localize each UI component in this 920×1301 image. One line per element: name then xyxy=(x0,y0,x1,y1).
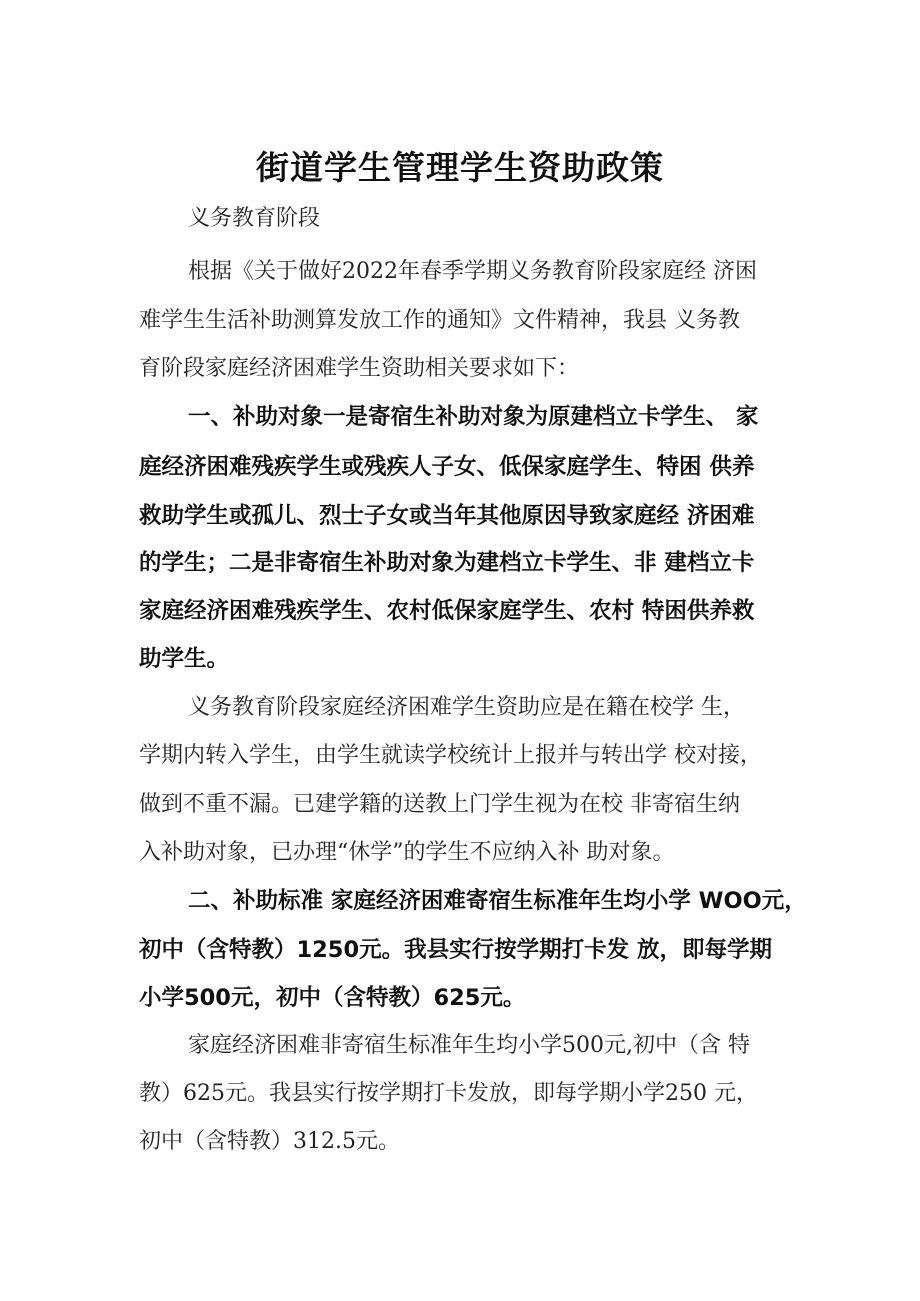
paragraph-line: 义务教育阶段家庭经济困难学生资助应是在籍在校学 生， xyxy=(188,695,745,720)
paragraph-line: 二、补助标准 家庭经济困难寄宿生标准年生均小学 WOO元， xyxy=(188,888,807,914)
paragraph-line: 学期内转入学生，由学生就读学校统计上报并与转出学 校对接， xyxy=(139,743,762,768)
paragraph-line: 初中（含特教）1250元。我县实行按学期打卡发 放，即每学期 xyxy=(139,937,772,963)
paragraph-line: 做到不重不漏。已建学籍的送教上门学生视为在校 非寄宿生纳 xyxy=(139,792,740,817)
paragraph-line: 助学生。 xyxy=(139,646,230,672)
paragraph-line: 小学500元，初中（含特教）625元。 xyxy=(139,985,526,1011)
paragraph-line: 根据《关于做好2022年春季学期义务教育阶段家庭经 济困 xyxy=(188,259,757,284)
paragraph-line: 家庭经济困难非寄宿生标准年生均小学500元,初中（含 特 xyxy=(188,1033,750,1058)
paragraph-line: 的学生；二是非寄宿生补助对象为建档立卡学生、非 建档立卡 xyxy=(139,550,755,576)
paragraph-line: 入补助对象，已办理“休学”的学生不应纳入补 助对象。 xyxy=(139,840,675,865)
paragraph-line: 救助学生或孤儿、烈士子女或当年其他原因导致家庭经 济困难 xyxy=(139,503,755,529)
paragraph-line: 教）625元。我县实行按学期打卡发放，即每学期小学250 元， xyxy=(139,1081,758,1106)
paragraph-line: 庭经济困难残疾学生或残疾人子女、低保家庭学生、特困 供养 xyxy=(139,454,755,480)
paragraph-line: 初中（含特教）312.5元。 xyxy=(139,1129,400,1154)
document-title: 街道学生管理学生资助政策 xyxy=(256,148,664,188)
paragraph-line: 难学生生活补助测算发放工作的通知》文件精神，我县 义务教 xyxy=(139,308,740,333)
paragraph-line: 家庭经济困难残疾学生、农村低保家庭学生、农村 特困供养救 xyxy=(139,598,755,624)
section-heading-compulsory-education: 义务教育阶段 xyxy=(188,206,321,231)
paragraph-line: 一、补助对象一是寄宿生补助对象为原建档立卡学生、 家 xyxy=(188,404,759,430)
paragraph-line: 育阶段家庭经济困难学生资助相关要求如下： xyxy=(139,356,580,381)
